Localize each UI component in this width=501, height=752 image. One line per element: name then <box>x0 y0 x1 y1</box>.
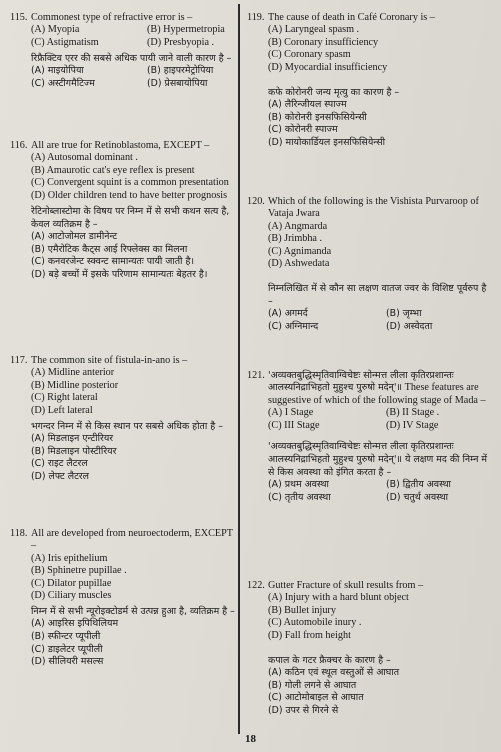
option-c[interactable]: (C) Right lateral <box>31 392 98 404</box>
hindi-option-b[interactable]: (B) हाइपरमेट्रोपिया <box>147 65 214 77</box>
hindi-block <box>247 654 493 717</box>
hindi-option-c[interactable]: (C) तृतीय अवस्था <box>268 491 331 503</box>
option-b[interactable]: (B) Jrimbha . <box>268 233 323 245</box>
hindi-block <box>10 605 235 668</box>
question-text: The cause of death in Café Coronary is – <box>268 12 435 23</box>
hindi-option-a[interactable]: (A) प्रथम अवस्था <box>268 479 329 491</box>
hindi-question-text: निम्नलिखित में से कौन सा लक्षण वातज ज्वर के विशिष्ट पूर्वरुप है – <box>268 283 487 308</box>
hindi-option-c[interactable]: (C) राइट लैटरल <box>31 458 88 470</box>
hindi-option-d[interactable]: (D) लेफ्ट लैटरल <box>31 470 89 482</box>
hindi-option-a[interactable]: (A) लैरिन्जीयल स्पाज्म <box>268 99 347 111</box>
option-a[interactable]: (A) Injury with a hard blunt object <box>268 592 409 604</box>
option-b[interactable]: (B) Hypermetropia <box>147 24 225 36</box>
options <box>10 553 235 603</box>
option-b[interactable]: (B) II Stage . <box>386 407 440 419</box>
option-a[interactable]: (A) Autosomal dominant . <box>31 152 138 164</box>
hindi-option-c[interactable]: (C) अस्टीगमैटिज्म <box>31 77 95 89</box>
option-b[interactable]: (B) Midline posterior <box>31 379 119 391</box>
hindi-option-a[interactable]: (A) माइयोपिया <box>31 65 84 77</box>
hindi-option-c[interactable]: (C) डाइलेटर प्यूपीली <box>31 643 103 655</box>
question-number: 119. <box>247 12 265 23</box>
question-116 <box>10 140 235 281</box>
hindi-option-b[interactable]: (B) जृम्भा <box>386 308 422 320</box>
options <box>10 24 235 49</box>
hindi-option-a[interactable]: (A) मिडलाइन एन्टीरियर <box>31 433 114 445</box>
hindi-option-d[interactable]: (D) प्रेसबायोपिया <box>147 77 208 89</box>
option-b[interactable]: (B) Sphinetre pupillae . <box>31 565 127 577</box>
option-a[interactable]: (A) Iris epithelium <box>31 552 108 564</box>
question-122 <box>247 580 493 717</box>
hindi-question-text: निम्न में से सभी न्यूरोइक्टोडर्म से उत्पन्न हुआ है, व्यतिक्रम है – <box>31 606 235 618</box>
option-c[interactable]: (C) III Stage <box>268 419 320 431</box>
option-d[interactable]: (D) Ciliary muscles <box>31 590 112 602</box>
column-divider <box>238 4 240 734</box>
question-number: 117. <box>10 355 28 366</box>
option-d[interactable]: (D) Myocardial insufficiency <box>268 61 388 73</box>
hindi-option-c[interactable]: (C) आटोमोबाइल से आघात <box>268 692 364 704</box>
hindi-option-d[interactable]: (D) उपर से गिरने से <box>268 704 339 716</box>
option-c[interactable]: (C) Agnimanda <box>268 245 332 257</box>
hindi-block <box>247 86 493 149</box>
hindi-option-b[interactable]: (B) मिडलाइन पोस्टीरियर <box>31 445 117 457</box>
question-text: The common site of fistula-in-ano is – <box>31 355 188 366</box>
hindi-option-a[interactable]: (A) अगमर्द <box>268 308 308 320</box>
question-121 <box>247 370 493 504</box>
option-a[interactable]: (A) Laryngeal spasm . <box>268 24 360 36</box>
option-d[interactable]: (D) Older children tend to have better prognosis <box>31 189 228 201</box>
question-text: All are developed from neuroectoderm, EXCEPT – <box>31 528 233 552</box>
page-number: 18 <box>245 733 256 745</box>
question-text: Gutter Fracture of skull results from – <box>268 580 424 591</box>
hindi-option-d[interactable]: (D) मायोकार्डियल इनसफिसियेन्सी <box>268 136 386 148</box>
hindi-question-text: कफे कोरोनरी जन्य मृत्यु का कारण है – <box>268 87 400 99</box>
option-c[interactable]: (C) Automobile inury . <box>268 617 362 629</box>
question-number: 121. <box>247 370 265 381</box>
hindi-option-c[interactable]: (C) कोरोनरी स्पाज्म <box>268 124 338 136</box>
question-120 <box>247 196 493 334</box>
question-number: 122. <box>247 580 265 591</box>
question-number: 120. <box>247 196 265 207</box>
hindi-block <box>10 205 235 281</box>
hindi-question-text: भगन्दर निम्न में से किस स्थान पर सबसे अधिक होता है – <box>31 421 223 433</box>
hindi-question-text: रिफ्रैक्टिव एरर की सबसे अधिक पायी जाने वाली कारण है – <box>31 53 232 65</box>
question-number: 115. <box>10 12 28 23</box>
question-115 <box>10 12 235 90</box>
option-c[interactable]: (C) Astigmatism <box>31 36 99 48</box>
option-a[interactable]: (A) Midline anterior <box>31 367 115 379</box>
hindi-option-b[interactable]: (B) कोरोनरी इनसफिसियेन्सी <box>268 111 367 123</box>
option-d[interactable]: (D) Left lateral <box>31 404 93 416</box>
question-text: Commonest type of refractive error is – <box>31 12 193 23</box>
hindi-option-b[interactable]: (B) द्वितीय अवस्था <box>386 479 451 491</box>
hindi-option-d[interactable]: (D) सीलियरी मसल्स <box>31 656 104 668</box>
question-text: All are true for Retinoblastoma, EXCEPT – <box>31 140 210 151</box>
hindi-option-d[interactable]: (D) बड़े बच्चों में इसके परिणाम सामान्यतः बेहतर है। <box>31 268 208 280</box>
hindi-option-b[interactable]: (B) स्फीन्टर प्यूपीली <box>31 631 101 643</box>
hindi-option-d[interactable]: (D) अस्वेदता <box>386 321 433 333</box>
hindi-question-text: 'अव्यक्तबुद्धिस्मृतिवाग्विचेष्टः सोन्मत्त लीला कृतिरप्रशान्तः आलस्यनिद्राभिहतो मुहुश्च पुरुषो मदेन्'॥ ये लक्षण मद की निम्न में से किस अवस्था को इंगित करता है – <box>268 441 488 479</box>
hindi-block <box>10 52 235 90</box>
option-b[interactable]: (B) Amaurotic cat's eye reflex is present <box>31 164 195 176</box>
hindi-option-c[interactable]: (C) अग्निमान्द <box>268 321 319 333</box>
question-number: 118. <box>10 528 28 539</box>
hindi-option-a[interactable]: (A) आटोजोमल डामीनेन्ट <box>31 231 118 243</box>
option-d[interactable]: (D) Fall from height <box>268 629 351 641</box>
option-c[interactable]: (C) Convergent squint is a common presentation <box>31 177 229 189</box>
hindi-option-a[interactable]: (A) कठिन एवं स्थूल वस्तुओं से आघात <box>268 667 400 679</box>
question-text: Which of the following is the Vishista Purvaroop of Vataja Jwara <box>268 196 479 220</box>
question-117 <box>10 355 235 483</box>
option-a[interactable]: (A) I Stage <box>268 407 314 419</box>
question-text-sanskrit: 'अव्यक्तबुद्धिस्मृतिवाग्विचेष्टः सोन्मत्त लीला कृतिरप्रशान्तः आलस्यनिद्राभिहतो मुहुश्च पुरुषो मदेन्'॥ <box>268 370 454 394</box>
question-number: 116. <box>10 140 28 151</box>
hindi-question-text: कपाल के गटर फ्रैक्चर के कारण है – <box>268 655 391 667</box>
hindi-block <box>10 420 235 483</box>
hindi-block <box>247 440 493 504</box>
options <box>247 592 493 642</box>
options <box>10 367 235 417</box>
hindi-option-b[interactable]: (B) गोली लगने से आघात <box>268 679 357 691</box>
option-d[interactable]: (D) Presbyopia . <box>147 36 215 48</box>
hindi-question-text: रेटिनोब्लास्टोमा के विषय पर निम्न में से सभी कथन सत्य है, केवल व्यतिक्रम है – <box>31 206 230 231</box>
hindi-option-c[interactable]: (C) कनवरजेन्ट स्क्वन्ट सामान्यतः पायी जाती है। <box>31 256 194 268</box>
option-d[interactable]: (D) Ashwedata <box>268 258 330 270</box>
option-b[interactable]: (B) Bullet injury <box>268 604 336 616</box>
option-d[interactable]: (D) IV Stage <box>386 419 439 431</box>
options <box>247 407 493 432</box>
option-c[interactable]: (C) Coronary spasm <box>268 49 351 61</box>
hindi-option-d[interactable]: (D) चतुर्थ अवस्था <box>386 491 449 503</box>
hindi-block <box>247 282 493 333</box>
question-119 <box>247 12 493 149</box>
hindi-option-b[interactable]: (B) एमैरोटिक कैट्स आई रिफ्लेक्स का मिलना <box>31 243 188 255</box>
hindi-option-a[interactable]: (A) आइरिस इपिथिलियम <box>31 618 119 630</box>
option-a[interactable]: (A) Myopia <box>31 24 80 36</box>
option-b[interactable]: (B) Coronary insufficiency <box>268 36 379 48</box>
option-a[interactable]: (A) Angmarda <box>268 220 328 232</box>
question-118 <box>10 528 235 669</box>
question-text: These features are suggestive of which of the following stage of Mada – <box>268 382 486 406</box>
options <box>247 24 493 74</box>
options <box>247 221 493 271</box>
options <box>10 152 235 202</box>
option-c[interactable]: (C) Dilator pupillae <box>31 577 112 589</box>
